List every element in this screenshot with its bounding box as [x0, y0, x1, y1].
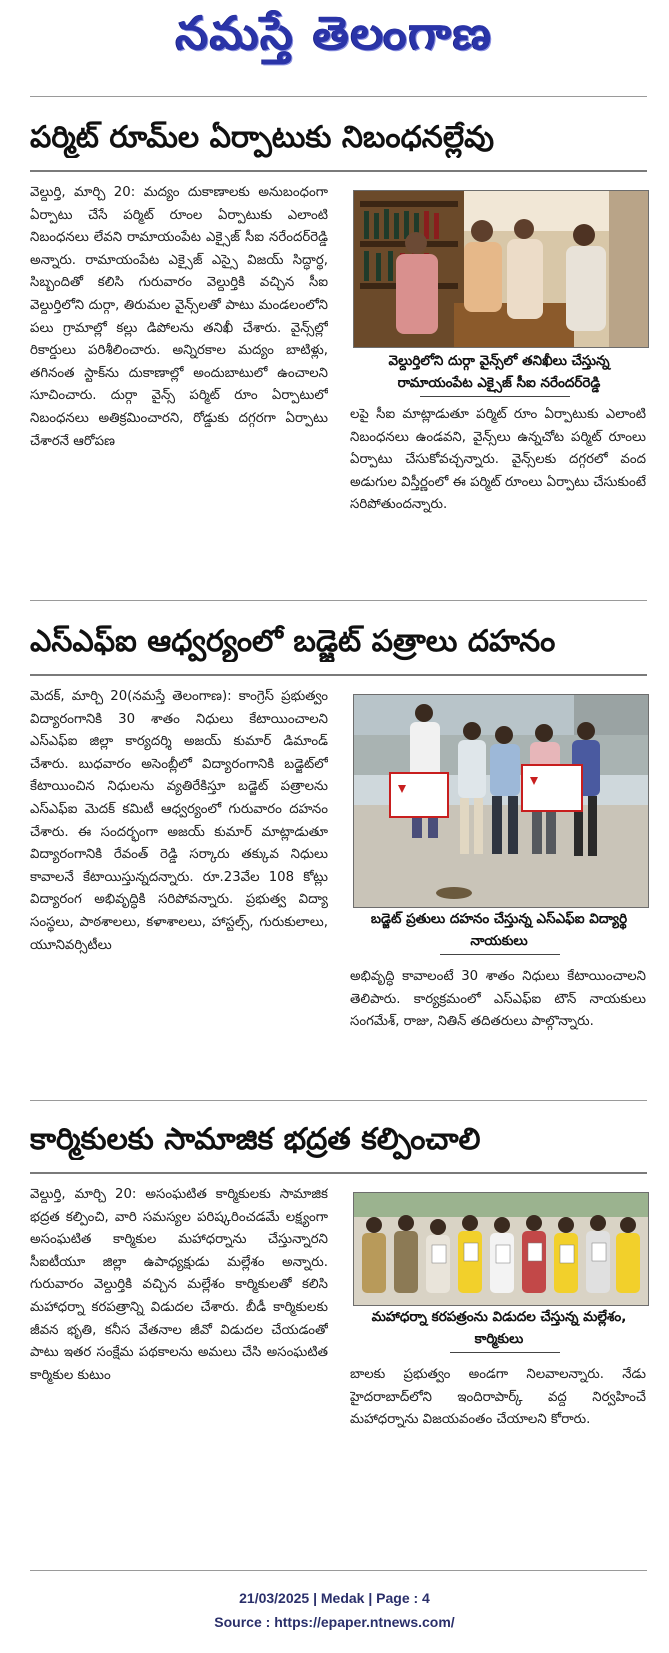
article-2-text-right: అభివృద్ధి కావాలంటే 30 శాతం నిధులు కేటాయించాలని తెలిపారు. కార్యక్రమంలో ఎస్‌ఎఫ్‌ఐ టౌన్ నాయకులు సంగమేశ్, రాజు, నితిన్ తదితరులు పాల్గొన్నారు.: [350, 969, 646, 1030]
article-2-end-rule: [30, 1100, 647, 1101]
article-3-caption-underline: [450, 1352, 560, 1353]
article-3-text-left: వెల్దుర్తి, మార్చి 20: అసంఘటిత కార్మికులకు సామాజిక భద్రత కల్పించి, వారి సమస్యల పరిష్కరించడమే లక్ష్యంగా అసంఘటిత కార్మికుల మహాధర్నాను చేస్తున్నారని సీఐటీయూ జిల్లా ఉపాధ్యక్షుడు మల్లేశం అన్నారు. గురువారం వెల్దుర్తికి వచ్చిన మల్లేశం కార్మికులతో కలిసి మహాధర్నా కరపత్రాన్ని విడుదల చేశారు. బీడీ కార్మికులకు జీవన భృతి, కనీస వేతనాల జీవో విడుదల చేయడంతో పాటు ఇతర సంక్షేమ పథకాలను అమలు చేసి అసంఘటిత కార్మికుల కుటుం: [30, 1187, 328, 1383]
wine-shop-inspection-image: [354, 191, 648, 347]
article-1-photo: [353, 190, 649, 348]
footer-source-line: Source : https://epaper.ntnews.com/: [214, 1614, 455, 1630]
article-2-divider: [30, 674, 647, 676]
article-1-body-left: [30, 182, 328, 586]
article-1-caption-underline: [420, 396, 570, 397]
article-3-divider: [30, 1172, 647, 1174]
masthead-logo: నమస్తే తెలంగాణ: [175, 6, 494, 60]
article-1-divider: [30, 170, 647, 172]
article-2-body-left: [30, 686, 328, 1086]
article-1-headline: పర్మిట్ రూమ్‌ల ఏర్పాటుకు నిబంధనల్లేవు: [30, 120, 495, 155]
article-2-photo: [353, 694, 649, 908]
masthead-divider: [30, 96, 647, 97]
article-1-text-right: లపై సీఐ మాట్లాడుతూ పర్మిట్ రూం ఏర్పాటుకు ఎలాంటి నిబంధనలు ఉండవని, వైన్స్‌లు ఉన్నచోట పర్మిట్ రూంలు ఏర్పాటు చేసుకోవచ్చన్నారు. వైన్స్‌లకు దగ్గరలో వంద అడుగుల విస్తీర్ణంలో ఈ పర్మిట్ రూంలు ఏర్పాటు చేసుకుంటే సరిపోతుందన్నారు.: [350, 407, 646, 513]
article-2-caption: బడ్జెట్ ప్రతులు దహనం చేస్తున్న ఎస్‌ఎఫ్‌ఐ విద్యార్థి నాయకులు: [370, 911, 628, 949]
footer-date-line: 21/03/2025 | Medak | Page : 4: [239, 1590, 430, 1606]
masthead: [0, 0, 669, 78]
workers-pamphlet-release-image: [354, 1193, 648, 1305]
article-3-text-right: బాలకు ప్రభుత్వం అండగా నిలవాలన్నారు. నేడు హైదరాబాద్‌లోని ఇందిరాపార్క్ వద్ద నిర్వహించే మహాధర్నాను విజయవంతం చేయాలని కోరారు.: [350, 1367, 646, 1428]
article-1-caption: వెల్దుర్తిలోని దుర్గా వైన్స్‌లో తనిఖీలు చేస్తున్న రామాయంపేట ఎక్సైజ్ సీఐ నరేందర్‌రెడ్డి: [388, 353, 610, 391]
article-2-text-left: మెదక్, మార్చి 20(నమస్తే తెలంగాణ): కాంగ్రెస్ ప్రభుత్వం విద్యారంగానికి 30 శాతం నిధులు కేటాయించాలని ఎస్‌ఎఫ్‌ఐ జిల్లా కార్యదర్శి అజయ్ కుమార్ డిమాండ్ చేశారు. బుధవారం అసెంబ్లీలో విద్యారంగానికి బడ్జెట్‌లో కేటాయించిన నిధులను వ్యతిరేకిస్తూ బడ్జెట్ పత్రాలను ఎస్‌ఎఫ్‌ఐ మెదక్ కమిటీ ఆధ్వర్యంలో గురువారం దహనం చేశారు. ఈ సందర్భంగా అజయ్ కుమార్ మాట్లాడుతూ విద్యారంగానికి రేవంత్ రెడ్డి సర్కారు తక్కువ నిధులు కావాలనే కేటాయిస్తున్నదన్నారు. రూ.23వేల 108 కోట్లు విద్యారంగ అభివృద్ధికి సరిపోవన్నారు. ప్రభుత్వ విద్యా సంస్థలు, పాఠశాలలు, కళాశాలలు, హాస్టల్స్, గురుకులాలు, యూనివర్సిటీలు: [30, 689, 328, 953]
article-1-body-right: [350, 404, 646, 586]
article-2-caption-underline: [440, 954, 560, 955]
article-2-body-right: [350, 966, 646, 1086]
article-1-end-rule: [30, 600, 647, 601]
article-2-headline: ఎస్‌ఎఫ్‌ఐ ఆధ్వర్యంలో బడ్జెట్ పత్రాలు దహనం: [30, 624, 556, 659]
article-3-body-right: [350, 1364, 646, 1514]
article-3-end-rule: [30, 1570, 647, 1571]
article-3-body-left: [30, 1184, 328, 1552]
article-3-photo: [353, 1192, 649, 1306]
article-1-text-left: వెల్దుర్తి, మార్చి 20: మద్యం దుకాణాలకు అనుబంధంగా ఏర్పాటు చేసే పర్మిట్ రూంల ఏర్పాటుకు ఎలాంటి నిబంధనలు లేవని రామాయంపేట ఎక్సైజ్ సీఐ నరేందర్‌రెడ్డి అన్నారు. రామాయంపేట ఎక్సైజ్ ఎస్సై విజయ్ సిద్ధార్థ, సిబ్బందితో కలిసి గురువారం వెల్దుర్తికి వచ్చిన సీఐ వెల్దుర్తిలోని దుర్గా, తిరుమల వైన్స్‌లతో పాటు మండలంలోని పలు గ్రామాల్లో కల్లు డిపోలను తనిఖీ చేశారు. వైన్స్‌ల్లో రికార్డులు పరిశీలించారు. అన్నిరకాల మద్యం బాటిళ్లు, తగినంత స్టాక్‌ను దుకాణాల్లో అందుబాటులో ఉంచాలని సూచించారు. దుర్గా వైన్స్ పర్మిట్ రూం ఏర్పాటులో నిబంధనలు అతిక్రమించారని, రోడ్డుకు దగ్గరగా ఏర్పాటు చేశారనే ఆరోపణ: [30, 185, 328, 449]
article-3-caption: మహాధర్నా కరపత్రంను విడుదల చేస్తున్న మల్లేశం, కార్మికులు: [371, 1309, 627, 1347]
budget-burning-protest-image: [354, 695, 648, 907]
article-3-headline: కార్మికులకు సామాజిక భద్రత కల్పించాలి: [30, 1122, 481, 1157]
